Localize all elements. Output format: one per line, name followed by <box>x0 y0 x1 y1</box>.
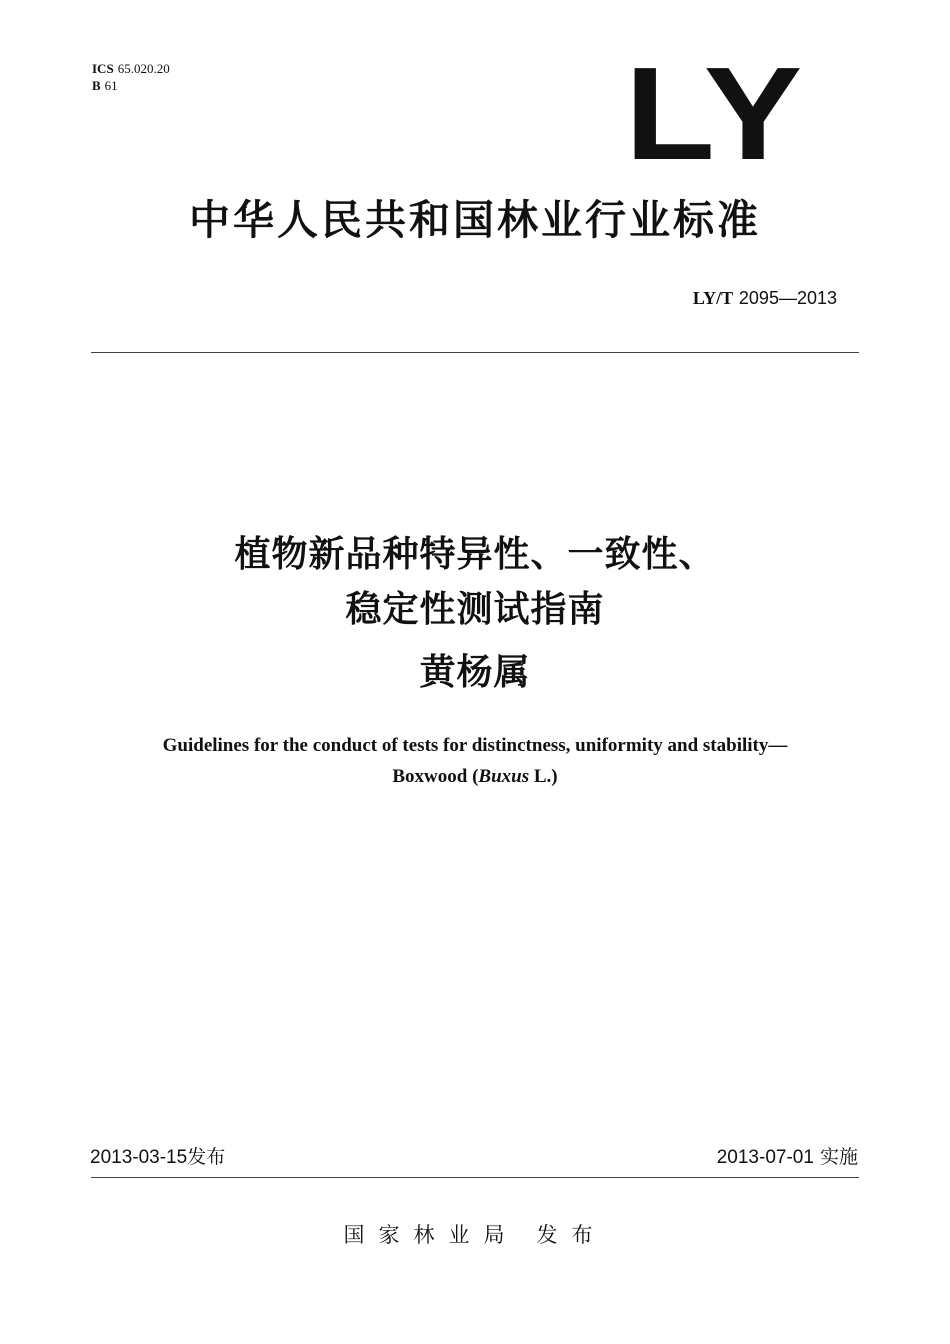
title-cn-line2: 稳定性测试指南 <box>345 589 605 630</box>
issue-date-label: 发布 <box>187 1146 226 1168</box>
implementation-date <box>717 1144 858 1171</box>
ics-label: ICS <box>92 61 114 76</box>
standard-number-value: 2095—2013 <box>738 288 837 308</box>
issuer-action: 发布 <box>536 1223 607 1247</box>
ccs-line <box>92 77 170 94</box>
ly-logo: LY <box>625 40 805 187</box>
implementation-date-value: 2013-07-01 <box>716 1147 814 1168</box>
issuer-org: 国家林业局 <box>343 1223 519 1247</box>
title-en-line2-suffix: L.) <box>529 766 558 787</box>
title-en-line2-prefix: Boxwood ( <box>392 766 479 787</box>
ics-code: 65.020.20 <box>117 61 170 76</box>
standard-number <box>693 286 837 311</box>
ccs-label: B <box>92 78 101 93</box>
ics-line <box>92 60 170 77</box>
classification-codes <box>92 60 170 94</box>
title-en-line1: Guidelines for the conduct of tests for distinctness, uniformity and stability— <box>162 735 788 756</box>
title-en-genus: Buxus <box>478 766 530 787</box>
implementation-date-label: 实施 <box>819 1146 858 1168</box>
issue-date <box>90 1144 225 1171</box>
standard-number-prefix: LY/T <box>692 288 734 308</box>
top-divider <box>91 352 859 353</box>
issue-date-value: 2013-03-15 <box>90 1147 188 1168</box>
issuer <box>0 1220 950 1250</box>
ccs-code: 61 <box>104 78 118 93</box>
title-cn-line1: 植物新品种特异性、一致性、 <box>234 534 716 575</box>
title-en-line2 <box>0 764 950 790</box>
standard-category-title: 中华人民共和国林业行业标准 <box>189 196 761 244</box>
title-cn-line3: 黄杨属 <box>419 652 531 693</box>
bottom-divider <box>91 1177 859 1178</box>
